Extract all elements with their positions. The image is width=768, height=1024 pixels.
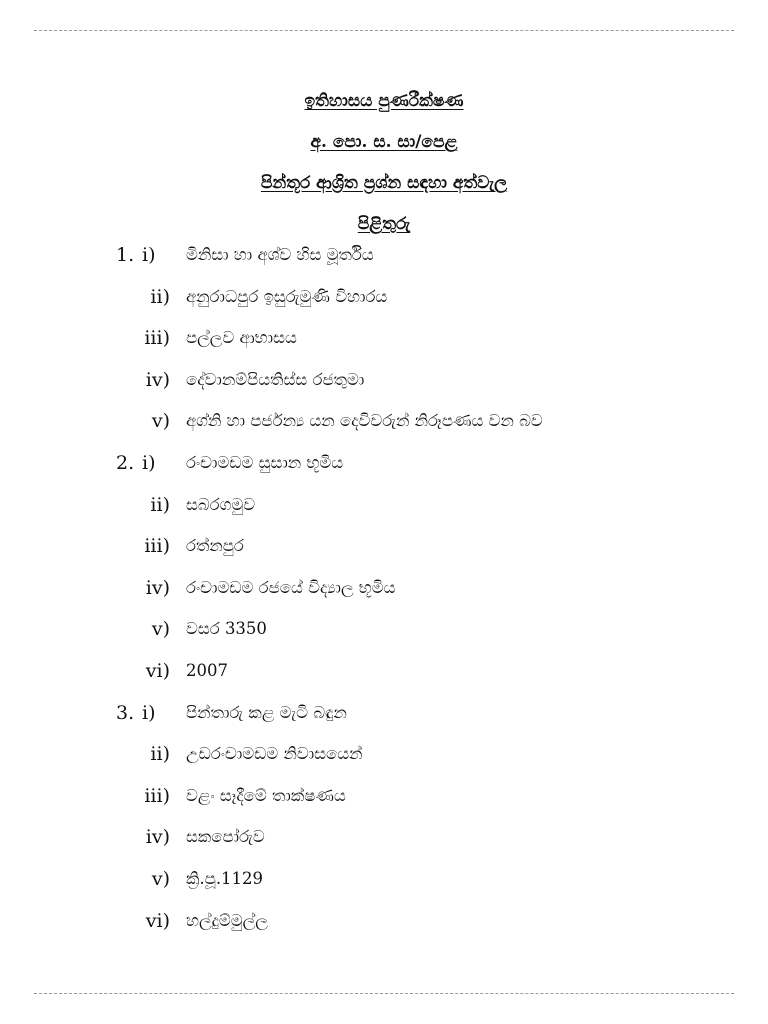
answer-text: දේවානම්පියතිස්ස රජතුමා (186, 369, 365, 389)
answer-row (0, 818, 768, 860)
answer-row (0, 652, 768, 694)
answer-row (0, 527, 768, 569)
document-title: ඉතිහාසය පුණරීක්ෂණ (304, 91, 464, 111)
answer-row (0, 319, 768, 361)
answer-text: උඩරංචාමඩම නිවාසයෙන් (186, 744, 363, 764)
answer-text: පල්ලව ආභාසය (186, 328, 297, 348)
bottom-dashed-divider (34, 993, 734, 994)
roman-numeral: iv) (145, 368, 170, 391)
roman-numeral: v) (151, 618, 170, 641)
roman-numeral: i) (142, 244, 156, 266)
roman-numeral: iv) (145, 576, 170, 599)
roman-numeral: vi) (145, 909, 170, 932)
roman-numeral: i) (142, 451, 156, 474)
answer-text: මිනිසා හා අශ්ව හිස මූර්තිය (186, 245, 374, 264)
answer-row (0, 278, 768, 320)
answer-row (0, 569, 768, 611)
answer-text: අනුරාධපුර ඉසුරුමුණි විහාරය (186, 286, 388, 306)
roman-numeral: v) (151, 867, 170, 890)
roman-numeral: iii) (144, 784, 170, 807)
roman-numeral: ii) (150, 743, 170, 766)
answer-text: ක්‍රි.පූ.1129 (186, 868, 264, 888)
answer-row (0, 902, 768, 944)
document-topic: පින්තූර ආශ්‍රිත ප්‍රශ්න සඳහා අත්වැල (260, 173, 508, 193)
answer-row (0, 735, 768, 777)
answer-row (0, 236, 768, 278)
answer-row (0, 444, 768, 486)
roman-numeral: iv) (145, 826, 170, 849)
answer-text: 2007 (186, 660, 228, 680)
answer-text: රංචාමඩම රජයේ විද්‍යාල භූමිය (186, 577, 396, 597)
document-header (0, 86, 768, 250)
roman-numeral: i) (142, 701, 156, 724)
answer-text: අග්නි හා පර්ජන්‍ය යන දෙවිවරුන් නිරූපණය වන බව (186, 411, 543, 431)
roman-numeral: ii) (150, 493, 170, 516)
question-number: 1. (116, 244, 135, 266)
roman-numeral: vi) (145, 659, 170, 682)
roman-numeral: iii) (144, 327, 170, 350)
question-number: 2. (116, 451, 135, 474)
roman-numeral: v) (151, 410, 170, 433)
answers-heading: පිළිතුරු (357, 214, 411, 234)
answer-row (0, 402, 768, 444)
answer-row (0, 694, 768, 736)
answer-text: සබරගමුව (186, 494, 256, 514)
answer-text: හල්දුම්මුල්ල (186, 910, 268, 930)
answer-row (0, 777, 768, 819)
answer-text: රත්නපුර (186, 536, 244, 556)
answer-row (0, 610, 768, 652)
answer-text: වළං සෑදීමේ තාක්ෂණය (186, 785, 346, 805)
answer-text: රංචාමඩම සුසාන භූමිය (186, 452, 344, 472)
document-subtitle: අ. පො. ස. සා/පෙළ (310, 132, 458, 152)
answer-row (0, 486, 768, 528)
answer-row (0, 361, 768, 403)
question-number: 3. (116, 701, 135, 724)
top-dashed-divider (34, 30, 734, 31)
roman-numeral: ii) (150, 285, 170, 308)
answer-text: සකපෝරුව (186, 827, 265, 847)
answer-text: වසර 3350 (186, 619, 267, 639)
answer-row (0, 860, 768, 902)
roman-numeral: iii) (144, 535, 170, 558)
answer-text: පින්තාරු කළ මැටි බඳුන (186, 702, 347, 722)
answer-list (0, 236, 768, 943)
